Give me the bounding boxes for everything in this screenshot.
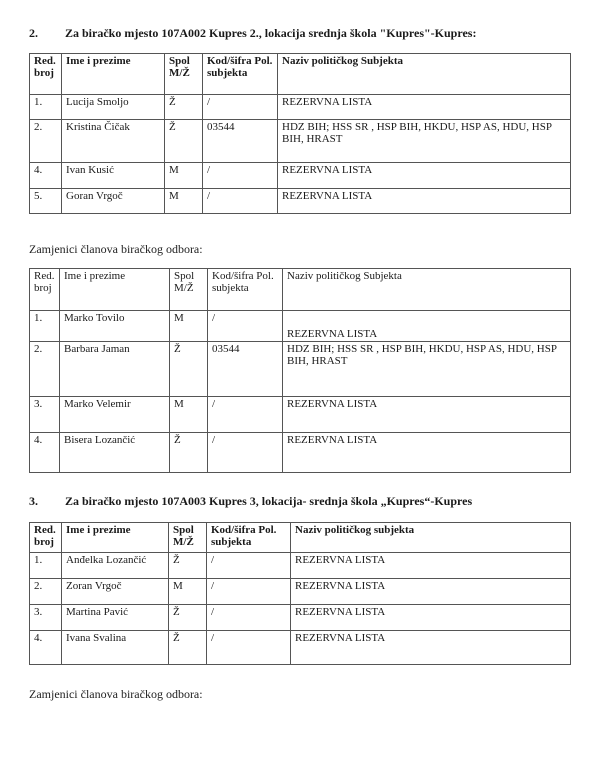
row-name: Ivana Svalina (62, 631, 169, 665)
row-sex: Ž (170, 433, 208, 473)
row-party: REZERVNA LISTA (291, 553, 571, 579)
table-row (30, 605, 571, 631)
row-sex: M (165, 163, 203, 189)
row-party: REZERVNA LISTA (291, 605, 571, 631)
row-code: / (203, 163, 278, 189)
row-code: / (207, 631, 291, 665)
row-code: 03544 (203, 120, 278, 163)
section-2-title: Za biračko mjesto 107A002 Kupres 2., lokacija srednja škola "Kupres"-Kupres: (65, 26, 477, 40)
row-name: Kristina Čičak (62, 120, 165, 163)
header-sex: Spol M/Ž (169, 523, 207, 553)
row-code: / (203, 95, 278, 120)
section-2-deputies-label: Zamjenici članova biračkog odbora: (29, 242, 203, 256)
section-3-members-table (29, 522, 571, 665)
row-sex: Ž (165, 120, 203, 163)
table-row (30, 631, 571, 665)
row-sex: M (165, 189, 203, 214)
row-party: HDZ BIH; HSS SR , HSP BIH, HKDU, HSP AS, HDU, HSP BIH, HRAST (283, 342, 571, 397)
row-no: 3. (30, 397, 60, 433)
table-row (30, 579, 571, 605)
row-sex: Ž (165, 95, 203, 120)
row-name: Anđelka Lozančić (62, 553, 169, 579)
section-2-deputies-table (29, 268, 571, 473)
row-no: 1. (30, 553, 62, 579)
row-party: REZERVNA LISTA (291, 579, 571, 605)
header-sex: Spol M/Ž (165, 54, 203, 95)
row-party: REZERVNA LISTA (278, 95, 571, 120)
header-party: Naziv političkog Subjekta (283, 269, 571, 311)
header-no: Red. broj (30, 54, 62, 95)
row-code: / (207, 579, 291, 605)
table-row (30, 163, 571, 189)
header-party: Naziv političkog subjekta (291, 523, 571, 553)
table-header-row (30, 523, 571, 553)
row-name: Martina Pavić (62, 605, 169, 631)
row-no: 1. (30, 95, 62, 120)
section-3-number: 3. (29, 494, 38, 508)
row-code: / (208, 311, 283, 342)
row-name: Goran Vrgoč (62, 189, 165, 214)
row-name: Bisera Lozančić (60, 433, 170, 473)
row-party: REZERVNA LISTA (278, 163, 571, 189)
row-sex: Ž (169, 553, 207, 579)
section-3-title: Za biračko mjesto 107A003 Kupres 3, lokacija- srednja škola „Kupres“-Kupres (65, 494, 473, 508)
section-2-number: 2. (29, 26, 38, 40)
table-row (30, 189, 571, 214)
table-row (30, 397, 571, 433)
row-no: 2. (30, 120, 62, 163)
row-code: / (203, 189, 278, 214)
header-name: Ime i prezime (60, 269, 170, 311)
row-party: REZERVNA LISTA (283, 433, 571, 473)
row-sex: Ž (169, 631, 207, 665)
row-code: / (208, 433, 283, 473)
row-no: 3. (30, 605, 62, 631)
row-code: / (207, 605, 291, 631)
row-sex: Ž (170, 342, 208, 397)
table-row (30, 95, 571, 120)
row-code: 03544 (208, 342, 283, 397)
row-name: Marko Velemir (60, 397, 170, 433)
row-no: 1. (30, 311, 60, 342)
table-row (30, 342, 571, 397)
row-sex: M (170, 397, 208, 433)
table-row (30, 120, 571, 163)
header-no: Red. broj (30, 523, 62, 553)
row-sex: Ž (169, 605, 207, 631)
row-party: REZERVNA LISTA (291, 631, 571, 665)
section-3-deputies-label: Zamjenici članova biračkog odbora: (29, 687, 203, 701)
row-code: / (208, 397, 283, 433)
row-no: 4. (30, 163, 62, 189)
header-name: Ime i prezime (62, 54, 165, 95)
row-name: Ivan Kusić (62, 163, 165, 189)
section-2-members-table (29, 53, 571, 214)
row-party: REZERVNA LISTA (283, 311, 571, 342)
section-3-heading (29, 494, 472, 509)
row-no: 5. (30, 189, 62, 214)
row-no: 4. (30, 433, 60, 473)
header-code: Kod/šifra Pol. subjekta (208, 269, 283, 311)
header-sex: Spol M/Ž (170, 269, 208, 311)
table-header-row (30, 54, 571, 95)
header-code: Kod/šifra Pol. subjekta (207, 523, 291, 553)
table-header-row (30, 269, 571, 311)
header-no: Red. broj (30, 269, 60, 311)
row-name: Lucija Smoljo (62, 95, 165, 120)
row-sex: M (169, 579, 207, 605)
row-name: Zoran Vrgoč (62, 579, 169, 605)
row-party: HDZ BIH; HSS SR , HSP BIH, HKDU, HSP AS, HDU, HSP BIH, HRAST (278, 120, 571, 163)
table-row (30, 433, 571, 473)
header-code: Kod/šifra Pol. subjekta (203, 54, 278, 95)
row-no: 4. (30, 631, 62, 665)
section-2-heading (29, 26, 476, 41)
row-party: REZERVNA LISTA (283, 397, 571, 433)
row-name: Barbara Jaman (60, 342, 170, 397)
table-row (30, 553, 571, 579)
table-row (30, 311, 571, 342)
row-sex: M (170, 311, 208, 342)
row-no: 2. (30, 579, 62, 605)
row-party: REZERVNA LISTA (278, 189, 571, 214)
row-name: Marko Tovilo (60, 311, 170, 342)
row-no: 2. (30, 342, 60, 397)
header-party: Naziv političkog Subjekta (278, 54, 571, 95)
row-code: / (207, 553, 291, 579)
header-name: Ime i prezime (62, 523, 169, 553)
